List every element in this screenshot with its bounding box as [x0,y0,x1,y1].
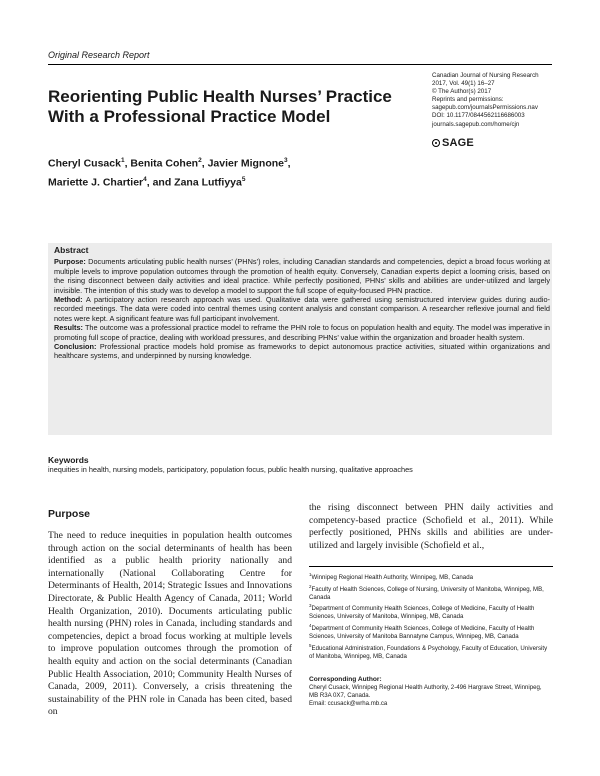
affiliation-text: Winnipeg Regional Health Authority, Winnipeg, MB, Canada [311,574,473,582]
abstract-results-label: Results: [54,323,83,333]
abstract-purpose [54,257,550,295]
abstract-method [54,295,550,323]
footnote-rule [309,566,553,567]
journal-homepage-link[interactable]: journals.sagepub.com/home/cjn [432,120,520,128]
abstract-purpose-text: Documents articulating public health nurses’ (PHNs’) roles, including Canadian standards and competencies, depict a broad focus working at multiple levels to improve population outcomes through the promotion of health equity. Conversely, Canadian experts depict a looming crisis, based on the rising disconnect between daily activities and ideal practice. While perfectly positioned, PHNs’ skills and abilities are under-utilized and largely invisible. The intention of this study was to develop a model to support the full scope of equity-focused PHN practice. [54,257,550,295]
publisher-logo [432,137,474,149]
affiliation-item [309,642,549,661]
affiliation-item [309,602,549,621]
affiliation-item [309,583,549,602]
header-rule [48,64,552,65]
abstract-results-text: The outcome was a professional practice model to reframe the PHN role to focus on population health and equity. The model was imperative in promoting full scope of practice, dealing with workload pressures, and describing PHNs’ value within the organization and broader health system. [54,323,550,342]
affiliation-text: Faculty of Health Sciences, College of Nursing, University of Manitoba, Winnipeg, MB, Canada [309,585,544,601]
abstract-conclusion [54,342,550,361]
abstract-heading: Abstract [54,245,89,255]
body-text-right-column: the rising disconnect between PHN daily activities and competency-based practice (Schofield et al., 2011). While perfectly positioned, PHNs skills and abilities are under-utilized and largely invisible (Schofield et al., [309,502,553,551]
author-separator: , [287,157,291,170]
affiliation-marker: 1 [309,572,312,577]
keywords-heading: Keywords [48,455,89,465]
affiliation-item [309,622,549,641]
article-title: Reorienting Public Health Nurses’ Practice With a Professional Practice Model [48,87,392,126]
section-heading-purpose: Purpose [48,508,91,520]
author-separator: , and [146,176,175,188]
abstract-conclusion-label: Conclusion: [54,342,97,352]
abstract-conclusion-text: Professional practice models hold promise as frameworks to depict autonomous practice activities, situated within organizations and healthcare systems, and underpinned by nursing knowledge. [54,342,550,361]
author-name: Cheryl Cusack [48,157,121,170]
journal-volume: 2017, Vol. 49(1) 16–27 [432,80,495,88]
author-name: Benita Cohen [130,157,199,170]
journal-name: Canadian Journal of Nursing Research [432,72,539,79]
abstract-method-label: Method: [54,295,83,305]
body-text-left-column: The need to reduce inequities in population health outcomes through action on the social determinants of health has been identified as a public health priority nationally and internationally (National Collaborating Centre for Determinants of Health, 2014; Strategic Issues and Innovations Directorate, & Public Health Agency of Canada, 2011; World Health Organization, 2010). Documents articulating public health nursing (PHN) roles in Canada, including standards and competencies, depict a broad focus working at multiple levels to improve population outcomes through the promotion of health equity and action on the social determinants (Canadian Public Health Association, 2010; Community Health Nurses of Canada, 2009, 2011). Conversely, a crisis threatening the sustainability of the PHN role in Canada has been cited, based on [48,530,292,718]
author-name: Zana Lutfiyya [174,176,242,188]
copyright: © The Author(s) 2017 [432,88,492,96]
author-affiliation-marker: 2 [198,157,202,164]
author-name: Javier Mignone [207,157,285,170]
affiliation-text: Educational Administration, Foundations & Psychology, Faculty of Education, University of Manitoba, Winnipeg, MB, Canada [309,644,548,660]
permissions-link[interactable]: sagepub.com/journalsPermissions.nav [432,104,538,112]
author-separator: , [201,157,208,170]
affiliation-marker: 4 [309,623,312,629]
affiliation-text: Department of Community Health Sciences, College of Medicine, Faculty of Health Sciences, University of Manitoba, Winnipeg, MB, Canada [309,605,535,621]
reprints-label: Reprints and permissions: [432,96,504,104]
abstract-results [54,323,550,342]
author-separator: , [124,157,131,170]
author-affiliation-marker: 4 [143,175,147,183]
affiliation-item [309,571,549,582]
sage-logo-icon [432,139,440,147]
keywords-text: inequities in health, nursing models, participatory, population focus, public health nursing, qualitative approaches [48,465,413,475]
abstract [54,246,550,361]
affiliation-marker: 5 [309,642,312,648]
affiliation-marker: 3 [309,603,312,609]
affiliation-text: Department of Community Health Sciences, College of Medicine, Faculty of Health Sciences, University of Manitoba Bannatyne Campus, Winnipeg, MB, Canada [309,625,535,641]
author-list [48,153,418,190]
affiliation-marker: 2 [309,583,312,589]
corresponding-author-email[interactable]: Email: ccusack@wrha.mb.ca [309,700,388,708]
author-affiliation-marker: 5 [241,175,246,183]
doi[interactable]: DOI: 10.1177/0844562116686003 [432,112,525,120]
affiliations [309,571,549,662]
abstract-purpose-label: Purpose: [54,257,86,267]
abstract-method-text: A participatory action research approach was used. Qualitative data were gathered using semistructured interview guides during audio-recorded meetings. The data were coded into central themes using content analysis and constant comparison. A researcher reflexive journal and field notes were kept. A significant feature was full participant involvement. [54,295,550,323]
corresponding-author-address: Cheryl Cusack, Winnipeg Regional Health Authority, 2-496 Hargrave Street, Winnipeg, MB R3A 0X7, Canada. [309,684,542,700]
report-type-label: Original Research Report [48,50,150,60]
corresponding-author-heading: Corresponding Author: [309,676,382,683]
publisher-name: SAGE [442,137,474,149]
corresponding-author [309,676,549,708]
author-name: Mariette J. Chartier [48,176,144,188]
journal-metadata [432,72,572,129]
author-affiliation-marker: 3 [284,157,288,164]
author-affiliation-marker: 1 [120,157,125,164]
keywords [48,456,552,475]
